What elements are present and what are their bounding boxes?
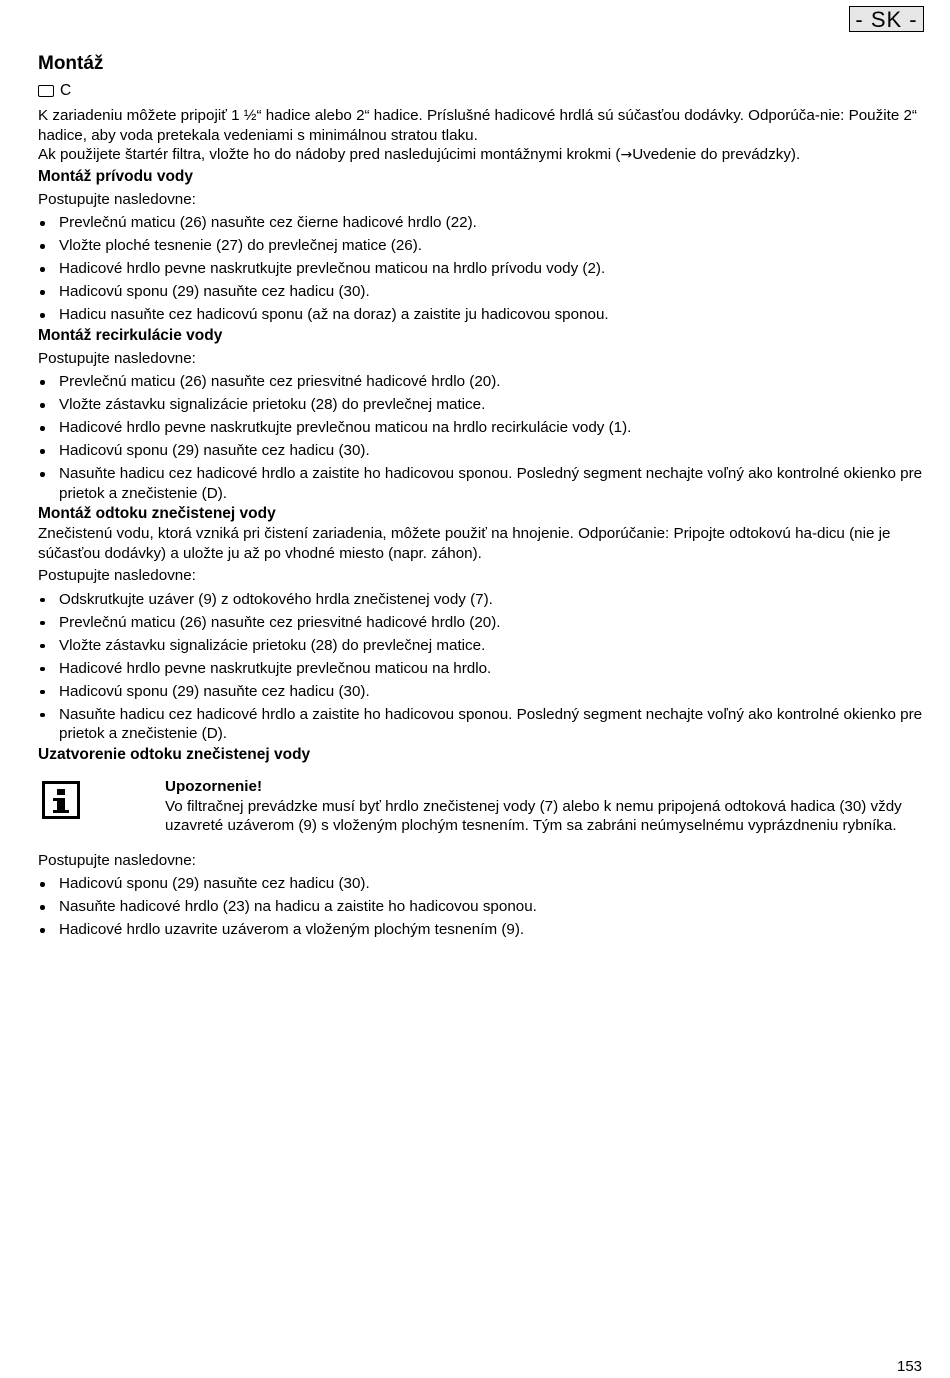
list-item: Hadicovú sponu (29) nasuňte cez hadicu (30). xyxy=(38,682,928,702)
steps-list-water-inlet xyxy=(38,213,928,325)
list-item: Prevlečnú maticu (26) nasuňte cez priesvitné hadicové hrdlo (20). xyxy=(38,613,928,633)
list-item: Hadicovú sponu (29) nasuňte cez hadicu (30). xyxy=(38,441,928,461)
list-item: Nasuňte hadicové hrdlo (23) na hadicu a zaistite ho hadicovou sponou. xyxy=(38,897,928,917)
list-item: Prevlečnú maticu (26) nasuňte cez čierne hadicové hrdlo (22). xyxy=(38,213,928,233)
list-item: Hadicovú sponu (29) nasuňte cez hadicu (30). xyxy=(38,282,928,302)
steps-list-water-recirculation xyxy=(38,372,928,503)
notice-box xyxy=(38,777,928,836)
intro-paragraph: K zariadeniu môžete pripojiť 1 ½“ hadice alebo 2“ hadice. Príslušné hadicové hrdlá sú súčasťou dodávky. Odporúča-nie: Použite 2“ hadice, aby voda pretekala vedeniami s minimálnou stratou tlaku. xyxy=(38,107,917,144)
info-icon xyxy=(42,781,80,819)
page-number: 153 xyxy=(897,1358,923,1375)
list-item: Odskrutkujte uzáver (9) z odtokového hrdla znečistenej vody (7). xyxy=(38,590,928,610)
list-item: Vložte ploché tesnenie (27) do prevlečnej matice (26). xyxy=(38,236,928,256)
list-item: Hadicovú sponu (29) nasuňte cez hadicu (30). xyxy=(38,874,928,894)
section-heading-water-recirculation: Montáž recirkulácie vody xyxy=(38,326,223,344)
steps-intro: Postupujte nasledovne: xyxy=(38,190,196,208)
list-item: Vložte zástavku signalizácie prietoku (28) do prevlečnej matice. xyxy=(38,636,928,656)
figure-label: C xyxy=(60,82,72,99)
steps-intro: Postupujte nasledovne: xyxy=(38,349,196,367)
section-heading-water-inlet: Montáž prívodu vody xyxy=(38,167,193,185)
list-item: Vložte zástavku signalizácie prietoku (28) do prevlečnej matice. xyxy=(38,395,928,415)
filter-starter-text: Ak použijete štartér filtra, vložte ho do nádoby pred nasledujúcimi montážnymi krokmi ( xyxy=(38,146,621,163)
language-tag: - SK - xyxy=(849,6,924,32)
section-paragraph: Znečistenú vodu, ktorá vzniká pri čistení zariadenia, môžete použiť na hnojenie. Odporúčanie: Pripojte odtokovú ha-dicu (nie je súčasťou dodávky) a uložte ju až po vhodné miesto (napr. záhon). xyxy=(38,525,891,562)
steps-list-dirty-water-outlet xyxy=(38,590,928,744)
notice-body xyxy=(165,777,905,836)
cross-reference-link: Uvedenie do prevádzky). xyxy=(632,146,801,163)
book-icon xyxy=(38,85,54,97)
list-item: Prevlečnú maticu (26) nasuňte cez priesvitné hadicové hrdlo (20). xyxy=(38,372,928,392)
list-item: Hadicu nasuňte cez hadicovú sponu (až na doraz) a zaistite ju hadicovou sponou. xyxy=(38,305,928,325)
list-item: Nasuňte hadicu cez hadicové hrdlo a zaistite ho hadicovou sponou. Posledný segment nechajte voľný ako kontrolné okienko pre prietok a znečistenie (D). xyxy=(38,464,928,503)
notice-text: Vo filtračnej prevádzke musí byť hrdlo znečistenej vody (7) alebo k nemu pripojená odtoková hadica (30) vždy uzavreté uzáverom (9) s vloženým plochým tesnením. Tým sa zabráni neúmyselnému vyprázdneniu rybníka. xyxy=(165,797,902,834)
page-title: Montáž xyxy=(38,53,104,74)
notice-title: Upozornenie! xyxy=(165,777,263,795)
steps-intro: Postupujte nasledovne: xyxy=(38,851,196,869)
steps-intro: Postupujte nasledovne: xyxy=(38,567,196,584)
list-item: Hadicové hrdlo pevne naskrutkujte prevlečnou maticou na hrdlo recirkulácie vody (1). xyxy=(38,418,928,438)
list-item: Hadicové hrdlo pevne naskrutkujte prevlečnou maticou na hrdlo. xyxy=(38,659,928,679)
figure-reference xyxy=(38,80,928,102)
section-heading-dirty-water-outlet: Montáž odtoku znečistenej vody xyxy=(38,505,276,522)
filter-starter-paragraph xyxy=(38,145,928,166)
arrow-right-icon: → xyxy=(620,147,633,163)
page-content xyxy=(38,52,928,940)
steps-list-closing-outlet xyxy=(38,874,928,940)
section-heading-closing-outlet: Uzatvorenie odtoku znečistenej vody xyxy=(38,745,311,763)
list-item: Hadicové hrdlo uzavrite uzáverom a vloženým plochým tesnením (9). xyxy=(38,920,928,940)
list-item: Nasuňte hadicu cez hadicové hrdlo a zaistite ho hadicovou sponou. Posledný segment nechajte voľný ako kontrolné okienko pre prietok a znečistenie (D). xyxy=(38,705,928,744)
list-item: Hadicové hrdlo pevne naskrutkujte prevlečnou maticou na hrdlo prívodu vody (2). xyxy=(38,259,928,279)
